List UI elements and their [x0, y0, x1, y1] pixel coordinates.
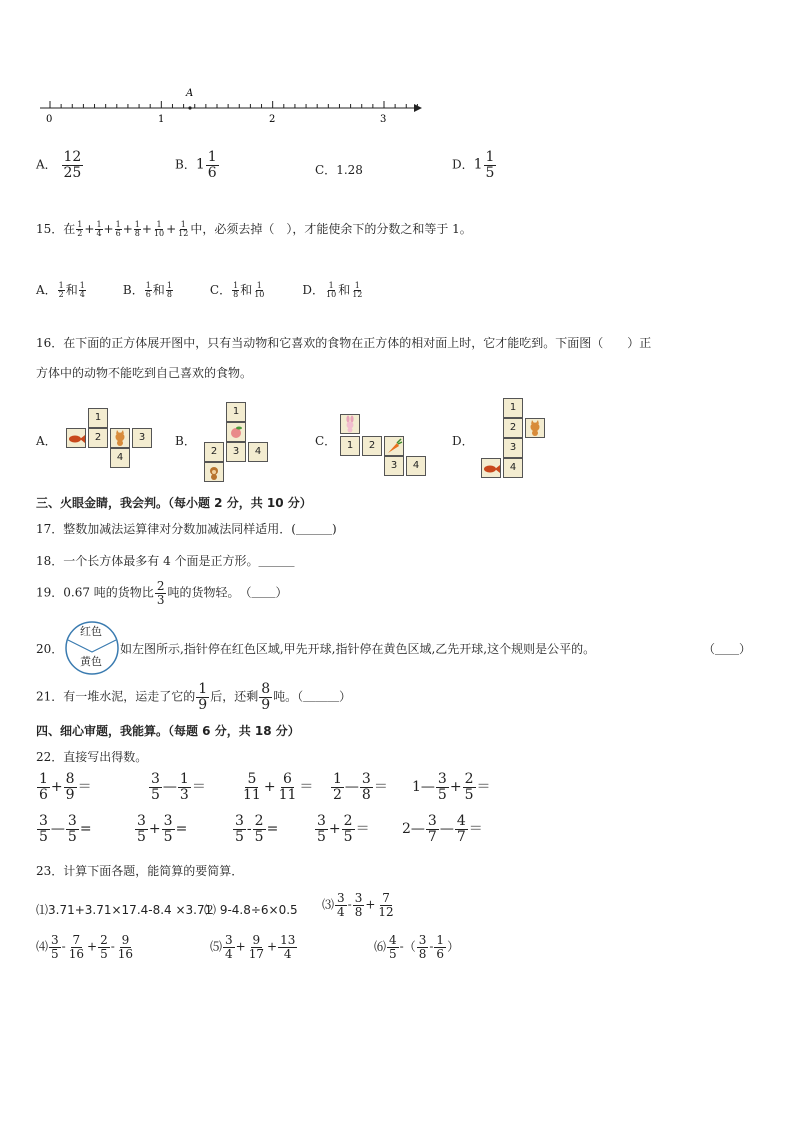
q22-row1-item: 1— $\frac{3}{5}$ + $\frac{2}{5}$ ＝: [412, 771, 491, 803]
fraction: $\frac{1}{2}$: [333, 771, 342, 803]
cat-icon: [525, 418, 545, 438]
q16-option-b-label[interactable]: B．: [175, 434, 196, 448]
spinner-red-label: 红色: [80, 625, 102, 638]
q23-part4: ⑷ $\frac{3}{5}$ - $\frac{7}{16}$ + $\frac{2}{5}$ - $\frac{9}{16}$: [36, 933, 134, 961]
cube-net-a: [66, 408, 152, 470]
net-cell: 4: [406, 456, 426, 476]
rabbit-icon: [340, 414, 360, 434]
q16-line1: 16．在下面的正方体展开图中，只有当动物和它喜欢的食物在正方体的相对面上时，它才能吃到。下面图（ ）正: [36, 336, 652, 350]
q19: 19．0.67 吨的货物比 $\frac{2}{3}$ 吨的货物轻。 （＿＿）: [36, 579, 288, 607]
fraction: $\frac{1}{6}$: [39, 771, 48, 803]
fraction: $\frac{7}{12}$: [378, 891, 394, 919]
point-a-label: A: [186, 88, 194, 99]
q22-row2-item: $\frac{3}{5}$ + $\frac{3}{5}$ =: [137, 813, 188, 845]
cube-net-c: [340, 414, 428, 476]
q23-part3: ⑶ $\frac{3}{4}$ - $\frac{3}{8}$ + $\frac{7}{12}$: [322, 891, 394, 919]
net-cell: 2: [88, 428, 108, 448]
cube-net-d: [481, 398, 547, 482]
fraction: $\frac{1}{6}$: [115, 219, 121, 238]
fraction: $\frac{3}{5}$: [437, 771, 447, 803]
fraction: $\frac{3}{8}$: [361, 771, 371, 803]
net-cell: 2: [204, 442, 224, 462]
tick-label-0: 0: [46, 114, 53, 124]
spinner-yellow-label: 黄色: [80, 655, 102, 668]
net-cell: 4: [503, 458, 523, 478]
fraction: $\frac{3}{5}$: [39, 813, 48, 845]
fraction: $\frac{3}{5}$: [137, 813, 146, 845]
fraction: $\frac{1}{12}$: [178, 219, 189, 238]
fraction: $\frac{2}{5}$: [343, 813, 353, 845]
tick-label-3: 3: [380, 114, 387, 124]
net-cell: 1: [226, 402, 246, 422]
fraction: $\frac{1}{8}$: [166, 280, 172, 299]
fraction: $\frac{3}{5}$: [163, 813, 173, 845]
net-cell: 2: [503, 418, 523, 438]
fraction: $\frac{4}{5}$: [389, 933, 397, 961]
q23-part5: ⑸ $\frac{3}{4}$ + $\frac{9}{17}$ + $\frac{13}{4}$: [210, 933, 296, 961]
fraction: $\frac{9}{17}$: [248, 933, 264, 961]
q22-title: 22．直接写出得数。: [36, 750, 148, 764]
net-cell: 2: [362, 436, 382, 456]
net-cell: 4: [248, 442, 268, 462]
fraction: $\frac{7}{16}$: [68, 933, 84, 961]
q20-text: 如左图所示,指针停在红色区域,甲先开球,指针停在黄色区域,乙先开球,这个规则是公平的。: [120, 642, 596, 656]
q16-option-d-label[interactable]: D．: [452, 434, 474, 448]
q23-part2: ⑵ 9-4.8÷6×0.5: [204, 903, 298, 917]
tick-label-2: 2: [269, 114, 276, 124]
fraction: $\frac{1}{10}$: [254, 280, 265, 299]
monkey-icon: [204, 462, 224, 482]
fraction: $\frac{3}{5}$: [67, 813, 77, 845]
q14-option-c[interactable]: C．1.28: [315, 163, 363, 177]
net-cell: 3: [503, 438, 523, 458]
fraction: $\frac{2}{5}$: [464, 771, 474, 803]
q23-part1: ⑴3.71+3.71×17.4-8.4 ×3.71: [36, 903, 213, 917]
q22-row2-item: 2— $\frac{3}{7}$ — $\frac{4}{7}$ ＝: [402, 813, 483, 845]
net-cell: 3: [384, 456, 404, 476]
fraction: $\frac{1}{8}$: [134, 219, 140, 238]
q14-option-d[interactable]: D．1 $\frac{1}{5}$: [452, 149, 495, 181]
q20-number: 20．: [36, 642, 64, 656]
q22-row1-item: $\frac{1}{6}$ + $\frac{8}{9}$ ＝: [39, 771, 92, 803]
cube-net-b: [204, 402, 270, 484]
fraction: $\frac{1}{8}$: [233, 280, 239, 299]
q15-option[interactable]: B． $\frac{1}{6}$ 和 $\frac{1}{8}$: [122, 280, 172, 299]
fraction: $\frac{3}{5}$: [317, 813, 326, 845]
q15-question: 15．在 $\frac{1}{2}$ + $\frac{1}{4}$ + $\frac{1}{6}$ + $\frac{1}{8}$ + $\frac{1}{10}$ + $\frac{1}{12}$ 中，必须去掉（ ），才能使余下的分数之和等于 1。: [36, 219, 472, 238]
fraction: $\frac{1}{10}$: [153, 219, 165, 238]
fraction: $\frac{4}{7}$: [456, 813, 466, 845]
carrot-icon: [384, 436, 404, 456]
fraction: $\frac{3}{8}$: [418, 933, 427, 961]
q14-option-b[interactable]: B．1 $\frac{1}{6}$: [175, 149, 217, 181]
q23-title: 23．计算下面各题，能简算的要简算．: [36, 864, 244, 878]
tick-label-1: 1: [158, 114, 165, 124]
q15-option[interactable]: D． $\frac{1}{10}$ 和 $\frac{1}{12}$: [302, 280, 363, 299]
net-cell: 1: [88, 408, 108, 428]
q21: 21．有一堆水泥，运走了它的 $\frac{1}{9}$ 后，还剩 $\frac{8}{9}$ 吨。（＿＿＿）: [36, 681, 352, 713]
fraction: $\frac{1}{4}$: [79, 280, 85, 299]
q18: 18．一个长方体最多有 4 个面是正方形。＿＿＿: [36, 554, 295, 568]
fraction: $\frac{3}{5}$: [51, 933, 59, 961]
q15-options: [36, 281, 364, 299]
q20-blank: （＿＿）: [703, 642, 752, 656]
fraction: $\frac{3}{8}$: [354, 891, 363, 919]
section-4-title: 四、细心审题，我能算。（每题 6 分，共 18 分）: [36, 724, 300, 738]
q16-option-a-label[interactable]: A．: [36, 434, 57, 448]
q14-option-a[interactable]: A． $\frac{12}{25}$: [36, 149, 82, 181]
fraction: $\frac{5}{11}$: [243, 771, 261, 803]
fraction: $\frac{3}{5}$: [235, 813, 244, 845]
fish-icon: [481, 458, 501, 478]
fraction: $\frac{1}{12}$: [352, 280, 363, 299]
fish-icon: [66, 428, 86, 448]
q22-row2-item: $\frac{3}{5}$ — $\frac{3}{5}$ =: [39, 813, 92, 845]
section-3-title: 三、火眼金睛，我会判。（每小题 2 分，共 10 分）: [36, 496, 312, 510]
fraction: $\frac{3}{7}$: [427, 813, 437, 845]
fraction: $\frac{1}{4}$: [96, 219, 102, 238]
net-cell: 3: [132, 428, 152, 448]
point-a: [188, 106, 191, 109]
fraction: $\frac{2}{5}$: [254, 813, 264, 845]
q16-line2: 方体中的动物不能吃到自己喜欢的食物。: [36, 366, 253, 380]
q17: 17．整数加减法运算律对分数加减法同样适用．(＿＿＿): [36, 522, 337, 536]
q22-row1-item: $\frac{1}{2}$ — $\frac{3}{8}$ ＝: [333, 771, 388, 803]
fraction: $\frac{8}{9}$: [65, 771, 75, 803]
q22-row1-item: $\frac{5}{11}$ + $\frac{6}{11}$ ＝: [243, 771, 314, 803]
net-cell: 4: [110, 448, 130, 468]
fraction: $\frac{1}{2}$: [77, 219, 83, 238]
fraction: $\frac{6}{11}$: [278, 771, 297, 803]
fraction: $\frac{2}{5}$: [100, 933, 108, 961]
fraction: $\frac{3}{4}$: [337, 891, 345, 919]
net-cell: 1: [340, 436, 360, 456]
q22-row1-item: $\frac{3}{5}$ — $\frac{1}{3}$ ＝: [151, 771, 206, 803]
fraction: $\frac{3}{4}$: [225, 933, 233, 961]
peach-icon: [226, 422, 246, 442]
q22-row2-item: $\frac{3}{5}$ + $\frac{2}{5}$ ＝: [317, 813, 370, 845]
net-cell: 1: [503, 398, 523, 418]
q15-option[interactable]: C． $\frac{1}{8}$ 和 $\frac{1}{10}$: [209, 280, 265, 299]
fraction: $\frac{1}{10}$: [326, 280, 337, 299]
fraction: $\frac{1}{6}$: [145, 280, 151, 299]
fraction: $\frac{3}{5}$: [151, 771, 160, 803]
fraction: $\frac{1}{2}$: [58, 280, 64, 299]
net-cell: 3: [226, 442, 246, 462]
q22-row2-item: $\frac{3}{5}$ - $\frac{2}{5}$ =: [235, 813, 279, 845]
number-line: [36, 84, 426, 124]
q16-option-c-label[interactable]: C．: [315, 434, 337, 448]
fraction: $\frac{1}{3}$: [179, 771, 189, 803]
cat-icon: [110, 428, 130, 448]
fraction: $\frac{13}{4}$: [280, 933, 296, 961]
fraction: $\frac{1}{6}$: [436, 933, 445, 961]
fraction: $\frac{9}{16}$: [117, 933, 134, 961]
q23-part6: ⑹ $\frac{4}{5}$ -（ $\frac{3}{8}$ - $\frac{1}{6}$ ）: [374, 933, 460, 961]
q15-option[interactable]: A． $\frac{1}{2}$ 和 $\frac{1}{4}$: [36, 280, 85, 299]
